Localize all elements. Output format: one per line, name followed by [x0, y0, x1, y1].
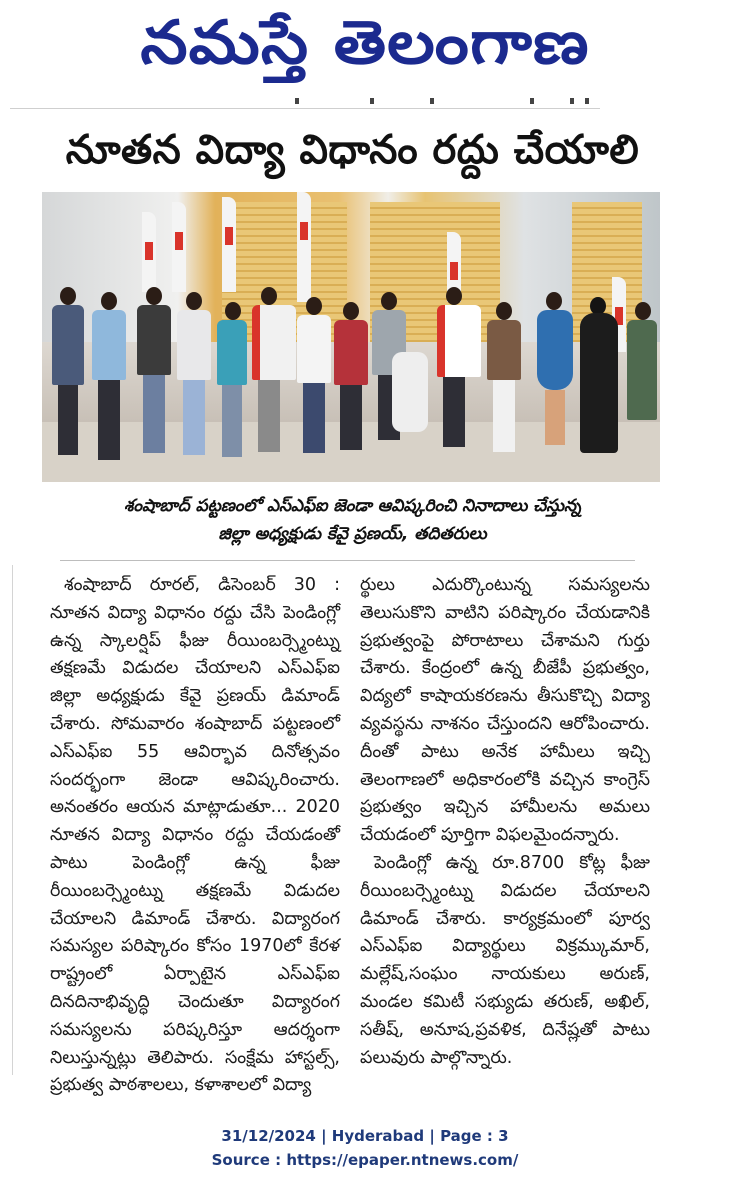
- article-paragraph: పెండింగ్లో ఉన్న రూ.8700 కోట్ల ఫీజు రీయింబర్స్మెంట్ను విడుదల చేయాలని డిమాండ్ చేశారు. కార్యక్రమంలో పూర్వ ఎస్ఎఫ్ఐ విద్యార్థులు విక్రమ్కుమార్, మల్లేష్,సంఘం నాయకులు అరుణ్, మండల కమిటీ సభ్యుడు తరుణ్, అఖిల్, సతీష్, అనూష,ప్రవళిక, దినేష్లతో పాటు పలువురు పాల్గొన్నారు.: [360, 852, 650, 1068]
- article-column-right: [360, 572, 650, 1072]
- caption-divider: [60, 560, 635, 561]
- sfi-flag: [172, 202, 186, 292]
- clipping-edge: [10, 98, 600, 109]
- footer-source-link[interactable]: Source : https://epaper.ntnews.com/: [211, 1151, 519, 1169]
- masthead-title: నమస్తే తెలంగాణ: [140, 8, 590, 78]
- article-headline: నూతన విద్యా విధానం రద్దు చేయాలి: [65, 127, 640, 173]
- page-footer: [0, 1124, 730, 1172]
- article-photo: [42, 192, 660, 482]
- article-column-left: [50, 572, 340, 1100]
- sfi-flag: [222, 197, 236, 292]
- photo-caption: [40, 492, 665, 548]
- footer-date-location: 31/12/2024 | Hyderabad | Page : 3: [221, 1127, 509, 1145]
- caption-line-1: శంషాబాద్ పట్టణంలో ఎస్ఎఫ్ఐ జెండా ఆవిష్కరించి నినాదాలు చేస్తున్న: [123, 496, 581, 516]
- sfi-flag: [297, 192, 311, 302]
- page-margin-line: [12, 565, 13, 1075]
- caption-line-2: జిల్లా అధ్యక్షుడు కేవై ప్రణయ్, తదితరులు: [218, 524, 487, 544]
- sfi-flag: [142, 212, 156, 292]
- article-paragraph: ర్థులు ఎదుర్కొంటున్న సమస్యలను తెలుసుకొని వాటిని పరిష్కారం చేయడానికి ప్రభుత్వంపై పోరాటాలు చేశామని గుర్తు చేశారు. కేంద్రంలో ఉన్న బీజేపీ ప్రభుత్వం, విద్యలో కాషాయకరణను తీసుకొచ్చి విద్యా వ్యవస్థను నాశనం చేస్తుందని ఆరోపించారు. దీంతో పాటు అనేక హామీలు ఇచ్చి తెలంగాణలో అధికారంలోకి వచ్చిన కాంగ్రెస్ ప్రభుత్వం ఇచ్చిన హామీలను అమలు చేయడంలో పూర్తిగా విఫలమైందన్నారు.: [360, 575, 650, 846]
- article-paragraph: శంషాబాద్ రూరల్, డిసెంబర్ 30 : నూతన విద్యా విధానం రద్దు చేసి పెండింగ్లో ఉన్న స్కాలర్షిప్ ఫీజు రీయింబర్స్మెంట్ను తక్షణమే విడుదల చేయాలని ఎస్ఎఫ్ఐ జిల్లా అధ్యక్షుడు కేవై ప్రణయ్ డిమాండ్ చేశారు. సోమవారం శంషాబాద్ పట్టణంలో ఎస్ఎఫ్ఐ 55 ఆవిర్భావ దినోత్సవం సందర్భంగా జెండా ఆవిష్కరించారు. అనంతరం ఆయన మాట్లాడుతూ... 2020 నూతన విద్యా విధానం రద్దు చేయడంతో పాటు పెండింగ్లో ఉన్న ఫీజు రీయింబర్స్మెంట్ను తక్షణమే విడుదల చేయాలని డిమాండ్ చేశారు. విద్యారంగ సమస్యల పరిష్కారం కోసం 1970లో కేరళ రాష్ట్రంలో ఏర్పాటైన ఎస్ఎఫ్ఐ దినదినాభివృద్ధి చెందుతూ విద్యారంగ సమస్యలను పరిష్కరిస్తూ ఆదర్శంగా నిలుస్తున్నట్లు తెలిపారు. సంక్షేమ హాస్టల్స్, ప్రభుత్వ పాఠశాలలు, కళాశాలలో విద్యా: [50, 575, 340, 1096]
